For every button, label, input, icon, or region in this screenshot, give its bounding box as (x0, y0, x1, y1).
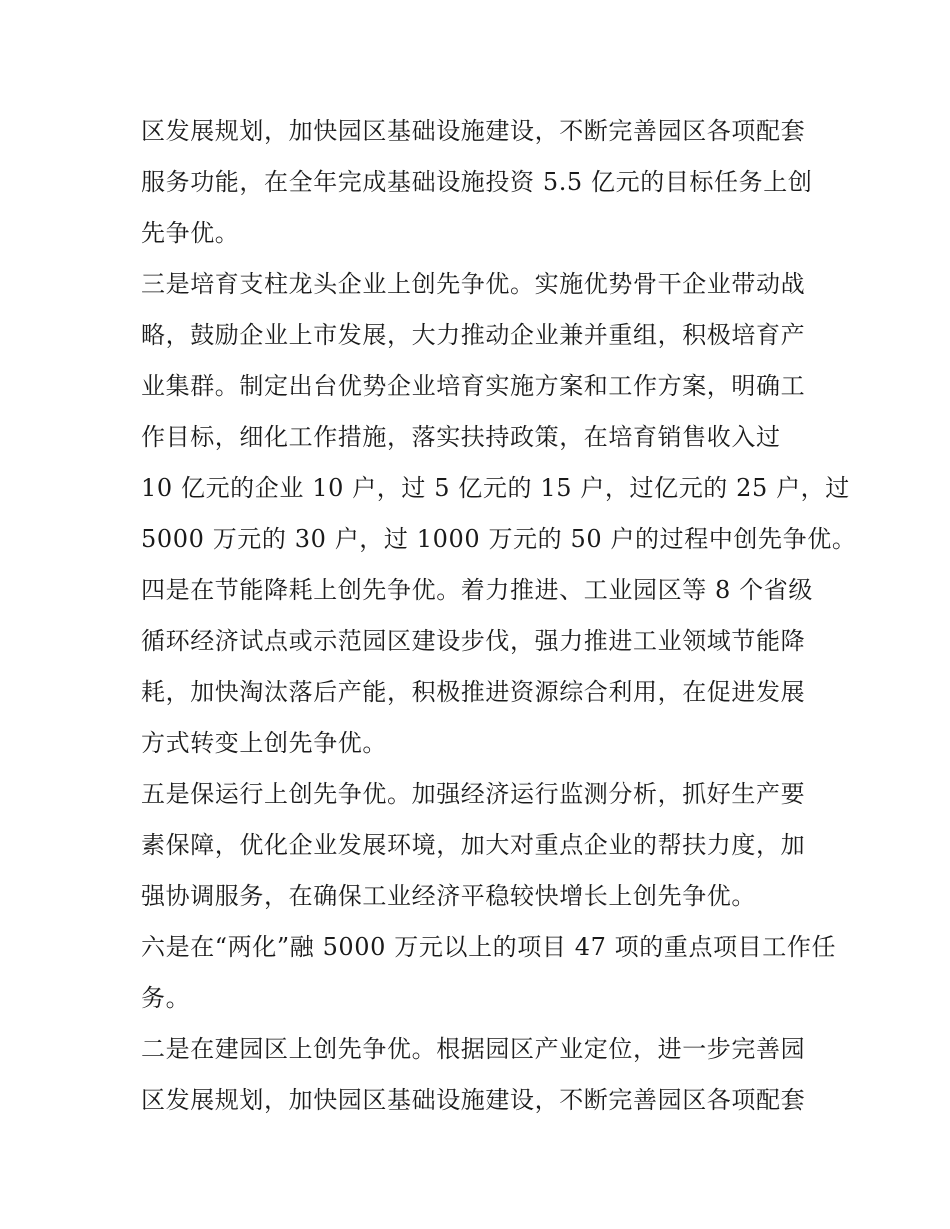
text-line-1: 区发展规划，加快园区基础设施建设，不断完善园区各项配套 (141, 117, 806, 145)
text-line-10: 四是在节能降耗上创先争优。着力推进、工业园区等 8 个省级 (141, 576, 813, 604)
text-line-14: 五是保运行上创先争优。加强经济运行监测分析，抓好生产要 (141, 780, 806, 808)
text-line-11: 循环经济试点或示范园区建设步伐，强力推进工业领域节能降 (141, 627, 806, 655)
text-line-12: 耗，加快淘汰落后产能，积极推进资源综合利用，在促进发展 (141, 678, 806, 706)
text-line-16: 强协调服务，在确保工业经济平稳较快增长上创先争优。 (141, 882, 756, 910)
text-line-4: 三是培育支柱龙头企业上创先争优。实施优势骨干企业带动战 (141, 270, 806, 298)
text-line-19: 二是在建园区上创先争优。根据园区产业定位，进一步完善园 (141, 1035, 806, 1063)
text-line-15: 素保障，优化企业发展环境，加大对重点企业的帮扶力度，加 (141, 831, 806, 859)
text-line-3: 先争优。 (141, 219, 240, 247)
text-line-7: 作目标，细化工作措施，落实扶持政策，在培育销售收入过 (141, 423, 781, 451)
text-line-5: 略，鼓励企业上市发展，大力推动企业兼并重组，积极培育产 (141, 321, 806, 349)
text-line-13: 方式转变上创先争优。 (141, 729, 387, 757)
body-text (141, 106, 857, 1126)
text-line-2: 服务功能，在全年完成基础设施投资 5.5 亿元的目标任务上创 (141, 168, 813, 196)
text-line-9: 5000 万元的 30 户，过 1000 万元的 50 户的过程中创先争优。 (141, 525, 857, 553)
text-line-18: 务。 (141, 984, 191, 1012)
text-line-17: 六是在“两化”融 5000 万元以上的项目 47 项的重点项目工作任 (141, 933, 837, 961)
text-line-20: 区发展规划，加快园区基础设施建设，不断完善园区各项配套 (141, 1086, 806, 1114)
text-line-6: 业集群。制定出台优势企业培育实施方案和工作方案，明确工 (141, 372, 806, 400)
text-line-8: 10 亿元的企业 10 户，过 5 亿元的 15 户，过亿元的 25 户，过 (141, 474, 850, 502)
